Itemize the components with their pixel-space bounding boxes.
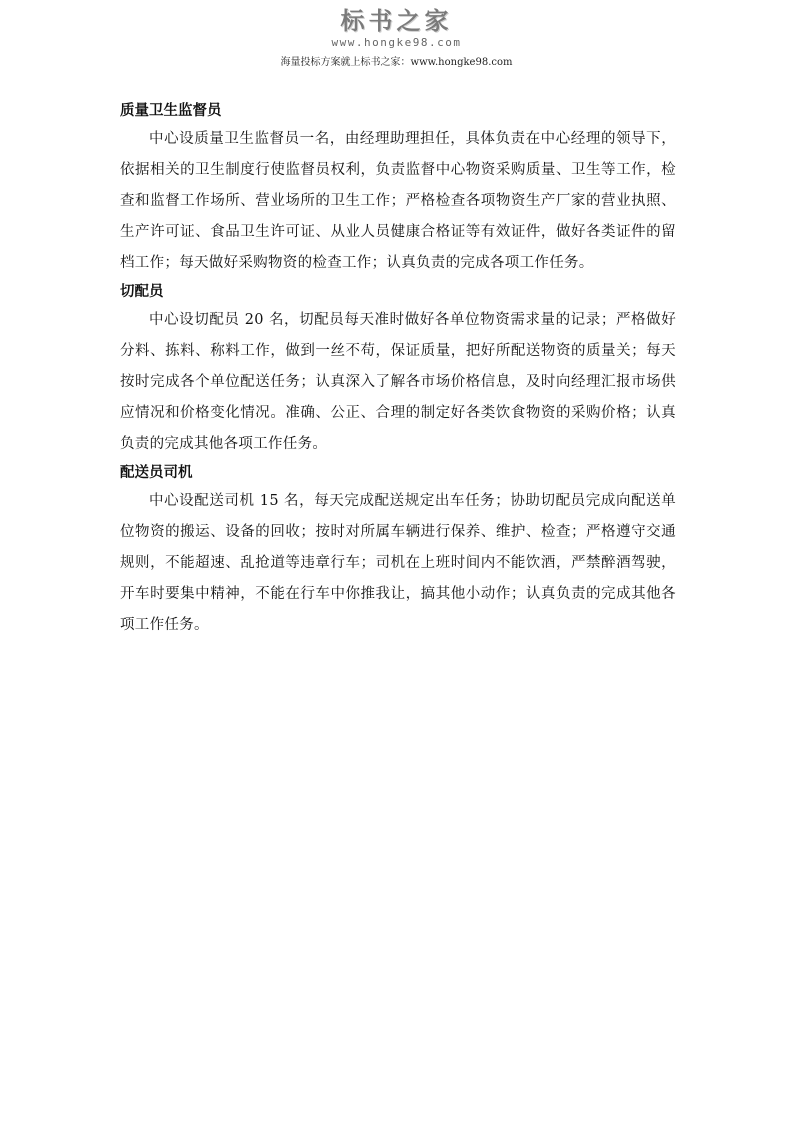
- section-heading: 切配员: [120, 284, 164, 300]
- section-heading: 配送员司机: [120, 465, 193, 481]
- section-paragraph: 中心设切配员 20 名，切配员每天准时做好各单位物资需求量的记录；严格做好分料、拣料、称料工作，做到一丝不苟，保证质量，把好所配送物资的质量关；每天按时完成各个单位配送任务；认真深入了解各市场价格信息，及时向经理汇报市场供应情况和价格变化情况。准确、公正、合理的制定好各类饮食物资的采购价格；认真负责的完成其他各项工作任务。: [120, 312, 676, 452]
- section-delivery-driver: [120, 460, 676, 641]
- header-tagline: 海量投标方案就上标书之家：www.hongke98.com: [280, 57, 513, 68]
- section-paragraph: 中心设配送司机 15 名，每天完成配送规定出车任务；协助切配员完成向配送单位物资的搬运、设备的回收；按时对所属车辆进行保养、维护、检查；严格遵守交通规则，不能超速、乱抢道等违章行车；司机在上班时间内不能饮酒，严禁醉酒驾驶，开车时要集中精神，不能在行车中你推我让，搞其他小动作；认真负责的完成其他各项工作任务。: [120, 493, 676, 633]
- section-paragraph: 中心设质量卫生监督员一名，由经理助理担任，具体负责在中心经理的领导下，依据相关的卫生制度行使监督员权利，负责监督中心物资采购质量、卫生等工作，检查和监督工作场所、营业场所的卫生工作；严格检查各项物资生产厂家的营业执照、生产许可证、食品卫生许可证、从业人员健康合格证等有效证件，做好各类证件的留档工作；每天做好采购物资的检查工作；认真负责的完成各项工作任务。: [120, 131, 676, 271]
- logo-title: 标书之家: [340, 7, 453, 35]
- section-cutter: [120, 279, 676, 460]
- page-header: [0, 0, 793, 70]
- section-quality-inspector: [120, 98, 676, 279]
- document-body: [120, 98, 676, 641]
- section-heading: 质量卫生监督员: [120, 103, 222, 119]
- logo-url: www.hongke98.com: [331, 36, 462, 49]
